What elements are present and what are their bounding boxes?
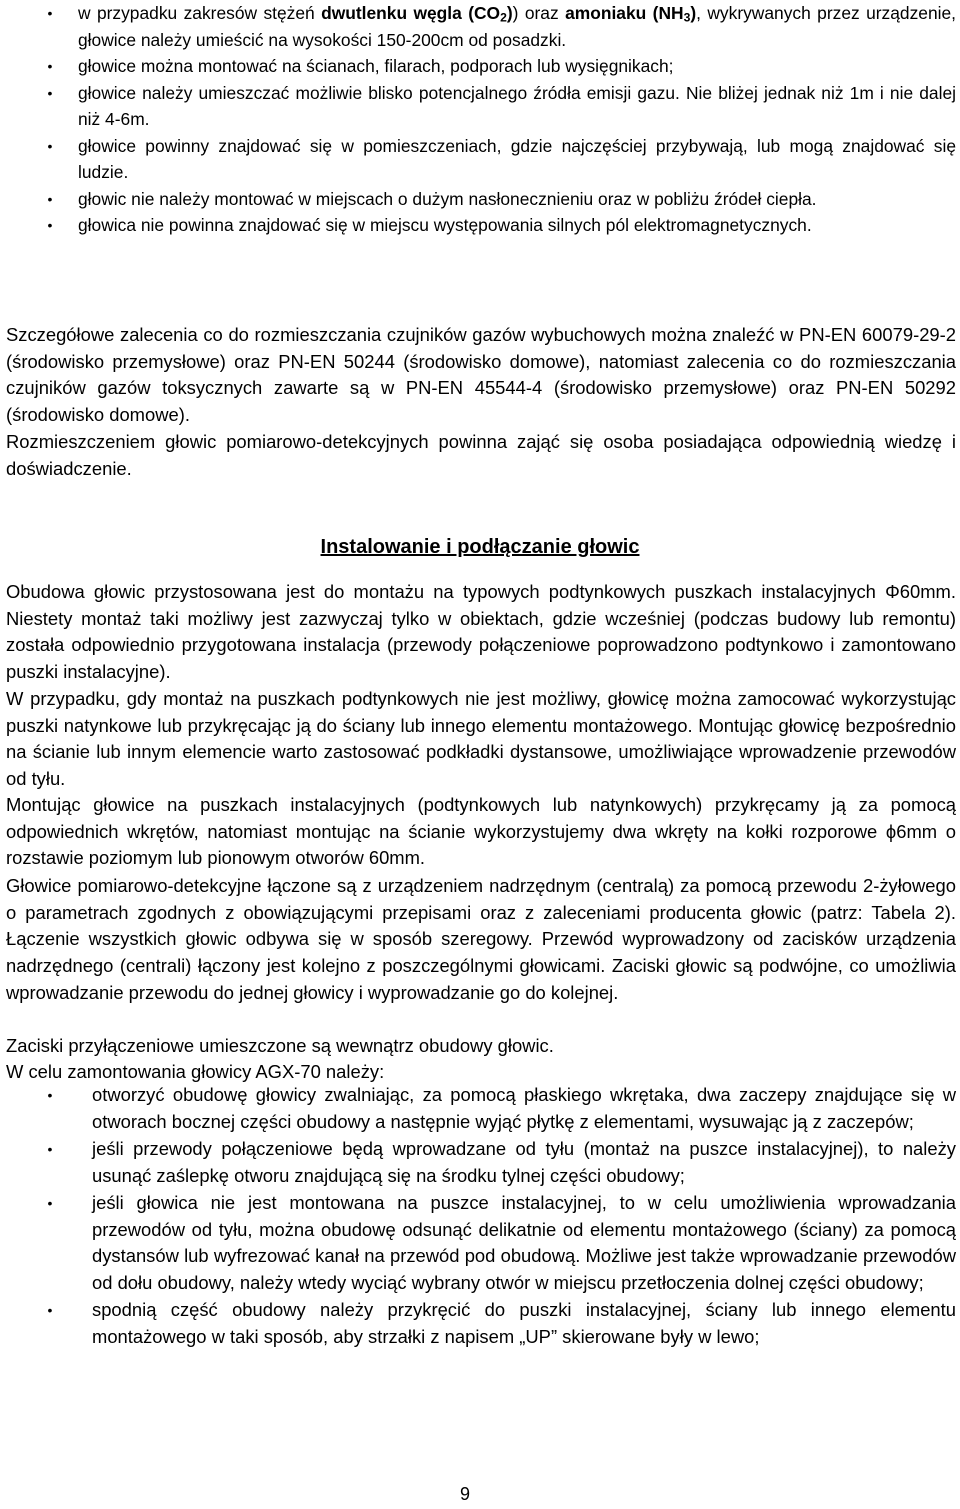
housing-paragraph: Obudowa głowic przystosowana jest do montażu na typowych podtynkowych puszkach instalacyjnych Φ60mm. Niestety montaż taki możliwy jest zazwyczaj tylko w obiektach, gdzie wcześniej (podczas budowy lub remontu) została odpowiednio przygotowana instalacja (przewody połączeniowe poprowadzono podtynkowo i zamontowano puszki instalacyjne). <box>6 581 956 683</box>
list-item: • jeśli głowica nie jest montowana na puszce instalacyjnej, to w celu umożliwienia wprowadzania przewodów od tyłu, można obudowę odsunąć delikatnie od elementu montażowego (ściany) za pomocą dystansów lub wyfrezować kanał na przewód pod obudową. Możliwe jest także wprowadzanie przewodów od dołu obudowy, należy wtedy wyciąć wybrany otwór w miejscu przetłoczenia dolnej części obudowy; <box>40 1190 956 1298</box>
list-item: • otworzyć obudowę głowicy zwalniając, za pomocą płaskiego wkrętaka, dwa zaczepy znajdujące się w otworach bocznej części obudowy a następnie wyjąć płytkę z elementami, wysuwając ją z zaczepów; <box>40 1082 956 1136</box>
list-item: • w przypadku zakresów stężeń dwutlenku węgla $(CO_2)$) oraz amoniaku $(NH_3)$, wykrywanych przez urządzenie, głowice należy umieścić na wysokości 150-200cm od posadzki. <box>40 0 956 53</box>
bullet-icon: • <box>47 5 53 21</box>
list-item: • spodnią część obudowy należy przykręcić do puszki instalacyjnej, ściany lub innego elementu montażowego w taki sposób, aby strzałki z napisem „UP” skierowane były w lewo; <box>40 1297 956 1351</box>
list-item: • głowice można montować na ścianach, filarach, podporach lub wysięgnikach; <box>40 53 956 80</box>
bullet-icon: • <box>47 217 53 233</box>
responsibility-paragraph: Rozmieszczeniem głowic pomiarowo-detekcyjnych powinna zająć się osoba posiadająca odpowiednią wiedzę i doświadczenie. <box>6 431 956 479</box>
bullet-icon: • <box>47 58 53 74</box>
mounting-steps-list <box>40 1082 956 1351</box>
bullet-icon: • <box>47 190 53 207</box>
standards-paragraph: Szczegółowe zalecenia co do rozmieszczania czujników gazów wybuchowych można znaleźć w PN-EN 60079-29-2 (środowisko przemysłowe) oraz PN-EN 50244 (środowisko domowe), natomiast zalecenia co do rozmieszczania czujników gazów toksycznych zawarte są w PN-EN 45544-4 (środowisko przemysłowe) oraz PN-EN 50292 (środowisko domowe). <box>6 324 956 426</box>
screw-mount-paragraph: Montując głowice na puszkach instalacyjnych (podtynkowych lub natynkowych) przykręcamy ją za pomocą odpowiednich wkrętów, natomiast montując na ścianie wykorzystujemy dwa wkręty na kołki rozporowe ϕ6mm o rozstawie poziomym lub pionowym otworów 60mm. <box>6 794 956 869</box>
bullet-icon: • <box>47 1140 53 1157</box>
list-item: • głowic nie należy montować w miejscach o dużym nasłonecznieniu oraz w pobliżu źródeł ciepła. <box>40 186 956 213</box>
bullet-icon: • <box>47 1302 53 1319</box>
page-number: 9 <box>459 1484 470 1504</box>
bullet-icon: • <box>47 137 53 154</box>
bullet-icon: • <box>47 1194 53 1211</box>
bullet-icon: • <box>47 84 53 101</box>
list-item: • głowice powinny znajdować się w pomieszczeniach, gdzie najczęściej przybywają, lub mogą znajdować się ludzie. <box>40 133 956 186</box>
terminals-paragraph: Zaciski przyłączeniowe umieszczone są wewnątrz obudowy głowic. <box>6 1035 554 1056</box>
list-item: • jeśli przewody połączeniowe będą wprowadzane od tyłu (montaż na puszce instalacyjnej), to należy usunąć zaślepkę otworu znajdującą się na środku tylnej części obudowy; <box>40 1136 956 1190</box>
section-heading: Instalowanie i podłączanie głowic <box>320 536 640 558</box>
list-item: • głowica nie powinna znajdować się w miejscu występowania silnych pól elektromagnetycznych. <box>40 212 956 239</box>
wiring-paragraph: Głowice pomiarowo-detekcyjne łączone są z urządzeniem nadrzędnym (centralą) za pomocą przewodu 2-żyłowego o parametrach zgodnych z obowiązującymi przepisami oraz z zaleceniami producenta głowic (patrz: Tabela 2). Łączenie wszystkich głowic odbywa się w sposób szeregowy. Przewód wyprowadzony od zacisków urządzenia nadrzędnego (centrali) łączony jest kolejno z poszczególnymi głowicami. Zaciski głowic są podwójne, co umożliwia wprowadzanie przewodu do jednej głowicy i wyprowadzanie go do kolejnej. <box>6 875 956 1003</box>
list-item: • głowice należy umieszczać możliwie blisko potencjalnego źródła emisji gazu. Nie bliżej jednak niż 1m i nie dalej niż 4-6m. <box>40 80 956 133</box>
bullet-icon: • <box>47 1087 53 1103</box>
placement-guidelines-list <box>40 0 956 239</box>
surface-mount-paragraph: W przypadku, gdy montaż na puszkach podtynkowych nie jest możliwy, głowicę można zamocować wykorzystując puszki natynkowe lub przykręcając ją do ściany lub innego elementu montażowego. Montując głowicę bezpośrednio na ścianie lub innym elemencie warto zastosować podkładki dystansowe, umożliwiające wprowadzenie przewodów od tyłu. <box>6 688 956 790</box>
steps-intro: W celu zamontowania głowicy AGX-70 należy: <box>6 1061 385 1082</box>
